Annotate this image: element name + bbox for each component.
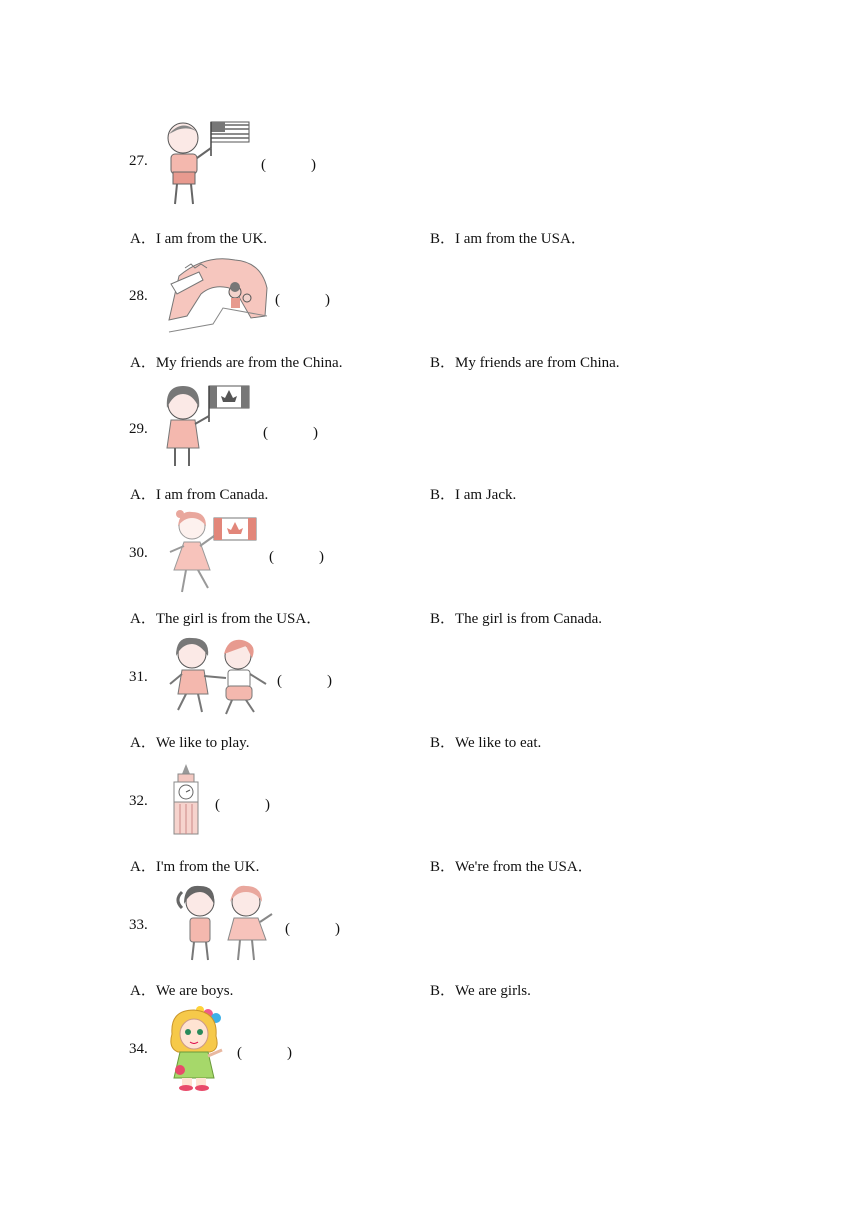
option-a[interactable]: A．We like to play. (130, 735, 250, 751)
option-a[interactable]: A．The girl is from the USA． (130, 611, 322, 627)
answer-blank[interactable]: ( ) (261, 157, 316, 173)
question-number: 34. (129, 1041, 148, 1057)
girl-with-canada-flag-illustration (163, 382, 253, 470)
option-a[interactable]: A．I am from the UK. (130, 231, 268, 247)
option-a[interactable]: A．I am from Canada. (130, 487, 269, 503)
big-ben-illustration (168, 762, 204, 836)
question-number: 32. (129, 793, 148, 809)
option-b[interactable]: B．We are girls. (430, 983, 531, 999)
girl-with-canada-flag-dancing-illustration (166, 508, 262, 596)
option-b[interactable]: B．We're from the USA． (430, 859, 593, 875)
boy-with-usa-flag-illustration (163, 118, 253, 208)
great-wall-illustration (165, 254, 269, 334)
option-b[interactable]: B．My friends are from China. (430, 355, 620, 371)
option-a[interactable]: A．My friends are from the China. (130, 355, 343, 371)
question-number: 29. (129, 421, 148, 437)
question-number: 28. (129, 288, 148, 304)
question-number: 31. (129, 669, 148, 685)
option-a[interactable]: A．We are boys. (130, 983, 234, 999)
option-b[interactable]: B．The girl is from Canada. (430, 611, 603, 627)
question-number: 27. (129, 153, 148, 169)
option-b[interactable]: B．I am from the USA． (430, 231, 586, 247)
option-b[interactable]: B．We like to eat. (430, 735, 542, 751)
answer-blank[interactable]: ( ) (215, 797, 270, 813)
colorful-girl-illustration (166, 1004, 226, 1092)
answer-blank[interactable]: ( ) (269, 549, 324, 565)
answer-blank[interactable]: ( ) (285, 921, 340, 937)
answer-blank[interactable]: ( ) (277, 673, 332, 689)
answer-blank[interactable]: ( ) (237, 1045, 292, 1061)
option-a[interactable]: A．I'm from the UK. (130, 859, 260, 875)
answer-blank[interactable]: ( ) (275, 292, 330, 308)
option-b[interactable]: B．I am Jack. (430, 487, 517, 503)
boy-and-girl-playing-illustration (166, 632, 270, 716)
two-girls-illustration (168, 880, 278, 964)
answer-blank[interactable]: ( ) (263, 425, 318, 441)
question-number: 30. (129, 545, 148, 561)
question-number: 33. (129, 917, 148, 933)
